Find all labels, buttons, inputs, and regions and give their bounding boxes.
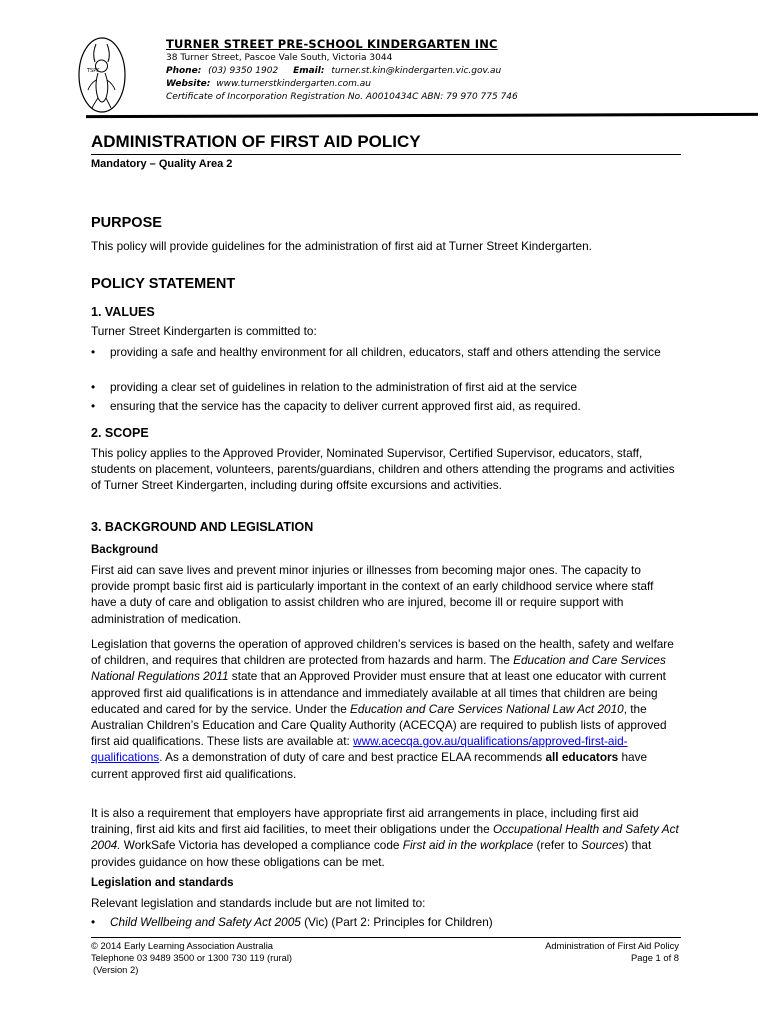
list-item — [91, 398, 681, 415]
purpose-text: This policy will provide guidelines for the administration of first aid at Turner Street Kindergarten. — [91, 239, 592, 253]
background-paragraph-1: First aid can save lives and prevent minor injuries or illnesses from becoming major ones. The capacity to provide prompt basic first aid is particularly important in the context of an early childhood service where staff have a duty of care and obligation to assist children who are injured, become ill or require support with administration of medication. — [91, 563, 654, 626]
header-divider — [86, 113, 758, 118]
background-heading: 3. BACKGROUND AND LEGISLATION — [91, 520, 314, 534]
scope-text: This policy applies to the Approved Provider, Nominated Supervisor, Certified Supervisor, educators, staff, students on placement, volunteers, parents/guardians, children and others attending the programs and activities of Turner Street Kindergarten, including during offsite excursions and activities. — [91, 446, 675, 493]
footer-copyright: © 2014 Early Learning Association Australia — [91, 940, 274, 951]
page-title: ADMINISTRATION OF FIRST AID POLICY — [91, 132, 421, 151]
website-url: www.turnerstkindergarten.com.au — [216, 79, 371, 89]
footer-version: (Version 2) — [93, 964, 139, 975]
contact-line — [166, 66, 501, 76]
svg-text:TSPK: TSPK — [87, 68, 100, 74]
background-subheading: Background — [91, 544, 159, 556]
website-label: Website: — [166, 79, 211, 89]
footer-doc-title: Administration of First Aid Policy — [545, 940, 679, 951]
footer-telephone: Telephone 03 9489 3500 or 1300 730 119 (rural) — [91, 952, 293, 963]
list-item-text: Child Wellbeing and Safety Act 2005 (Vic) (Part 2: Principles for Children) — [110, 915, 493, 929]
registration-line: Certificate of Incorporation Registration No. A0010434C ABN: 79 970 775 746 — [166, 92, 518, 102]
background-paragraph-3: It is also a requirement that employers have appropriate first aid arrangements in place, including first aid training, first aid kits and first aid facilities, to meet their obligations under the Occupational Health and Safety Act 2004. WorkSafe Victoria has developed a compliance code First aid in the workplace (refer to Sources) that provides guidance on how these obligations can be met. — [91, 806, 679, 869]
list-item — [91, 914, 681, 931]
list-item-text: ensuring that the service has the capacity to deliver current approved first aid, as required. — [110, 399, 581, 413]
website-line — [166, 79, 371, 89]
background-paragraph-2: Legislation that governs the operation of approved children’s services is based on the health, safety and welfare of children, and requires that children are protected from hazards and harm. The Education and Care Services National Regulations 2011 state that an Approved Provider must ensure that at least one educator with current approved first aid qualifications is in attendance and immediately available at all times that children are being educated and cared for by the service. Under the Education and Care Services National Law Act 2010, the Australian Children’s Education and Care Quality Authority (ACECQA) are required to publish lists of approved first aid qualifications. These lists are available at: www.acecqa.gov.au/qualifications/approved-first-aid-qualifications. As a demonstration of duty of care and best practice ELAA recommends all educators have current approved first aid qualifications. — [91, 637, 674, 781]
bullet-icon: • — [91, 345, 96, 359]
legislation-intro: Relevant legislation and standards include but are not limited to: — [91, 896, 426, 910]
list-item-text: providing a clear set of guidelines in relation to the administration of first aid at the service — [110, 380, 577, 394]
list-item — [91, 379, 681, 396]
bullet-icon: • — [91, 915, 96, 929]
phone-label: Phone: — [166, 66, 202, 76]
email-label: Email: — [293, 66, 325, 76]
policy-statement-heading: POLICY STATEMENT — [91, 276, 236, 292]
list-item-text: providing a safe and healthy environment for all children, educators, staff and others attending the service — [110, 345, 661, 359]
acecqa-link[interactable]: www.acecqa.gov.au/qualifications/approved-first-aid-qualifications — [91, 734, 628, 765]
email-address: turner.st.kin@kindergarten.vic.gov.au — [331, 66, 502, 76]
bullet-icon: • — [91, 399, 96, 413]
legislation-subheading: Legislation and standards — [91, 877, 234, 889]
values-heading: 1. VALUES — [91, 305, 155, 319]
footer-page-number: Page 1 of 8 — [631, 952, 679, 963]
organisation-address: 38 Turner Street, Pascoe Vale South, Victoria 3044 — [166, 53, 393, 63]
kindergarten-logo — [76, 36, 128, 114]
organisation-name: TURNER STREET PRE-SCHOOL KINDERGARTEN INC — [166, 37, 498, 51]
footer-divider — [91, 937, 681, 938]
purpose-heading: PURPOSE — [91, 215, 162, 231]
bullet-icon: • — [91, 380, 96, 394]
title-underline — [91, 154, 681, 155]
scope-heading: 2. SCOPE — [91, 426, 149, 440]
values-intro: Turner Street Kindergarten is committed to: — [91, 324, 317, 338]
phone-number: (03) 9350 1902 — [208, 66, 279, 76]
page-subtitle: Mandatory – Quality Area 2 — [91, 158, 233, 170]
list-item — [91, 344, 681, 377]
